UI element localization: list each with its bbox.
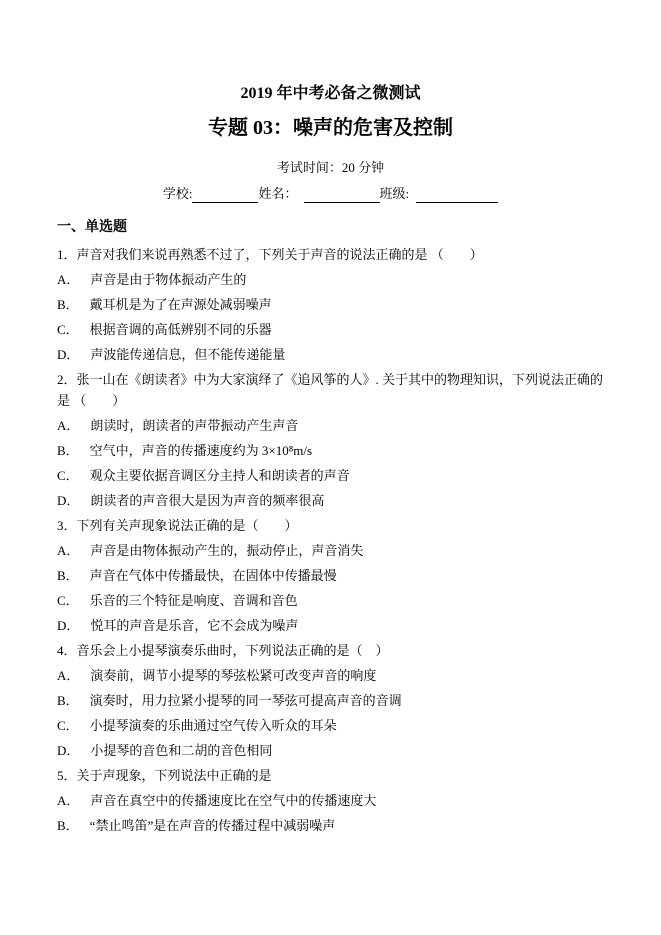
school-label: 学校: <box>162 186 193 201</box>
option-text: 小提琴演奏的乐曲通过空气传入听众的耳朵 <box>89 718 337 733</box>
option-label: A． <box>57 793 80 808</box>
name-blank-field <box>304 188 380 203</box>
question-1-option-d <box>57 344 604 365</box>
option-label: B． <box>57 443 79 458</box>
question-3-option-b <box>57 565 604 586</box>
question-4-text: 音乐会上小提琴演奏乐曲时，下列说法正确的是（ ） <box>76 643 389 658</box>
question-2-option-c <box>57 465 604 486</box>
question-5-stem <box>57 765 604 786</box>
option-text: 声音是由物体振动产生的，振动停止，声音消失 <box>90 543 364 558</box>
exam-time-text: 考试时间：20 分钟 <box>276 160 385 175</box>
school-blank-field <box>192 188 258 203</box>
option-label: D． <box>57 618 80 633</box>
question-4-stem <box>57 640 604 661</box>
option-label: B． <box>57 693 79 708</box>
question-4-option-a <box>57 665 604 686</box>
option-text: 声波能传递信息，但不能传递能量 <box>90 347 286 362</box>
question-1-number: 1． <box>57 247 77 262</box>
document-title: 2019 年中考必备之微测试 <box>240 85 421 102</box>
option-text: 戴耳机是为了在声源处减弱噪声 <box>89 297 272 312</box>
option-label: D． <box>57 347 80 362</box>
question-2-stem <box>57 369 604 411</box>
option-label: D． <box>57 743 80 758</box>
class-blank-field <box>416 188 498 203</box>
option-text: 悦耳的声音是乐音，它不会成为噪声 <box>90 618 299 633</box>
question-4-option-b <box>57 690 604 711</box>
name-label: 姓名： <box>258 186 298 201</box>
question-2-option-a <box>57 415 604 436</box>
option-label: B． <box>57 818 79 833</box>
option-label: A． <box>57 668 80 683</box>
question-5-number: 5． <box>57 768 77 783</box>
question-3-text: 下列有关声现象说法正确的是（ ） <box>76 518 298 533</box>
question-3-number: 3． <box>57 518 77 533</box>
option-text: 声音在真空中的传播速度比在空气中的传播速度大 <box>90 793 377 808</box>
option-text: “禁止鸣笛”是在声音的传播过程中减弱噪声 <box>89 818 336 833</box>
option-text: 演奏前，调节小提琴的琴弦松紧可改变声音的响度 <box>90 668 377 683</box>
option-text: 声音在气体中传播最快，在固体中传播最慢 <box>89 568 337 583</box>
class-label: 班级: <box>379 186 410 201</box>
question-1-option-b <box>57 294 604 315</box>
question-2-text: 张一山在《朗读者》中为大家演绎了《追风筝的人》. 关于其中的物理知识，下列说法正确的是 （ ） <box>57 372 604 408</box>
option-text: 小提琴的音色和二胡的音色相同 <box>90 743 273 758</box>
option-text: 朗读者的声音很大是因为声音的频率很高 <box>90 493 325 508</box>
question-2-option-d <box>57 490 604 511</box>
option-text: 演奏时，用力拉紧小提琴的同一琴弦可提高声音的音调 <box>89 693 402 708</box>
document-subtitle: 专题 03：噪声的危害及控制 <box>208 117 453 139</box>
question-3-option-a <box>57 540 604 561</box>
option-text: 声音是由于物体振动产生的 <box>90 272 247 287</box>
question-3-option-c <box>57 590 604 611</box>
question-3-stem <box>57 515 604 536</box>
question-4-option-c <box>57 715 604 736</box>
section-heading-single-choice: 一、单选题 <box>57 220 127 235</box>
option-label: A． <box>57 543 80 558</box>
question-3-option-d <box>57 615 604 636</box>
option-label: A． <box>57 272 80 287</box>
option-label: C． <box>57 593 79 608</box>
option-label: C． <box>57 322 79 337</box>
option-text: 空气中，声音的传播速度约为 3×10⁸m/s <box>89 443 313 458</box>
question-1-option-a <box>57 269 604 290</box>
option-label: D． <box>57 493 80 508</box>
question-4-number: 4． <box>57 643 77 658</box>
question-2-option-b <box>57 440 604 461</box>
option-label: C． <box>57 718 79 733</box>
option-label: C． <box>57 468 79 483</box>
question-5-text: 关于声现象，下列说法中正确的是 <box>76 768 272 783</box>
option-text: 乐音的三个特征是响度、音调和音色 <box>89 593 298 608</box>
option-label: B． <box>57 297 79 312</box>
question-5-option-b <box>57 815 604 836</box>
question-1-stem <box>57 244 604 265</box>
option-text: 根据音调的高低辨别不同的乐器 <box>89 322 272 337</box>
option-label: B． <box>57 568 79 583</box>
option-text: 朗读时，朗读者的声带振动产生声音 <box>90 418 299 433</box>
student-info-line <box>57 185 604 203</box>
option-label: A． <box>57 418 80 433</box>
question-1-text: 声音对我们来说再熟悉不过了，下列关于声音的说法正确的是 （ ） <box>76 247 483 262</box>
option-text: 观众主要依据音调区分主持人和朗读者的声音 <box>89 468 350 483</box>
question-4-option-d <box>57 740 604 761</box>
question-2-number: 2． <box>57 372 77 387</box>
question-5-option-a <box>57 790 604 811</box>
question-1-option-c <box>57 319 604 340</box>
